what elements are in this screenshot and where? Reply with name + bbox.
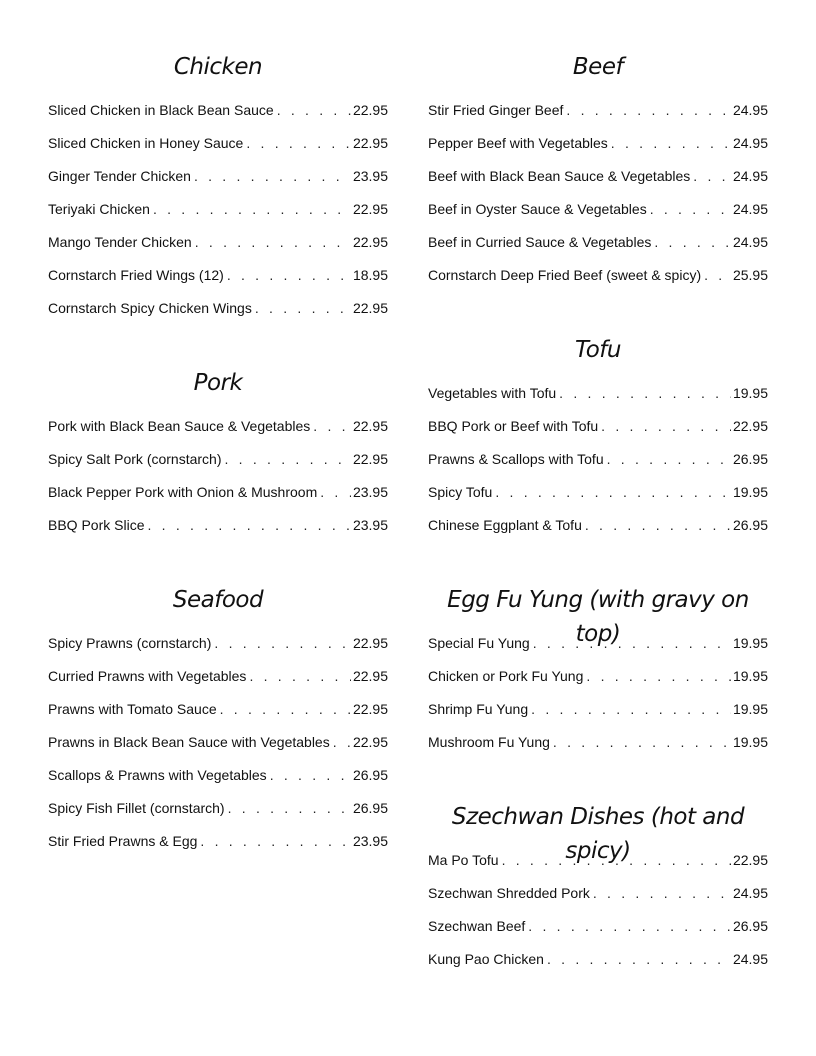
dot-leader bbox=[528, 910, 731, 943]
dot-leader bbox=[611, 127, 731, 160]
menu-item-name: Spicy Tofu bbox=[428, 484, 493, 500]
menu-item-price: 25.95 bbox=[732, 267, 768, 283]
dot-leader bbox=[200, 825, 351, 858]
menu-item-price: 26.95 bbox=[732, 451, 768, 467]
section-title: Chicken bbox=[173, 54, 263, 80]
menu-item bbox=[428, 193, 768, 226]
menu-item bbox=[428, 259, 768, 292]
dot-leader bbox=[693, 160, 731, 193]
menu-item bbox=[48, 193, 388, 226]
menu-item-price: 19.95 bbox=[732, 734, 768, 750]
dot-leader bbox=[547, 943, 731, 976]
menu-item-price: 22.95 bbox=[352, 234, 388, 250]
menu-items bbox=[428, 94, 768, 292]
section-pork bbox=[48, 366, 388, 542]
section-szechwan bbox=[428, 800, 768, 976]
menu-item bbox=[48, 660, 388, 693]
menu-item bbox=[48, 226, 388, 259]
menu-item bbox=[428, 943, 768, 976]
menu-item bbox=[48, 509, 388, 542]
menu-item-name: Cornstarch Fried Wings (12) bbox=[48, 267, 224, 283]
section-title: Pork bbox=[193, 370, 243, 396]
menu-item bbox=[428, 660, 768, 693]
menu-item bbox=[428, 693, 768, 726]
menu-item bbox=[428, 127, 768, 160]
section-title: Beef bbox=[572, 54, 624, 80]
dot-leader bbox=[147, 509, 350, 542]
menu-item-name: Szechwan Shredded Pork bbox=[428, 885, 590, 901]
menu-item-name: Cornstarch Deep Fried Beef (sweet & spicy) bbox=[428, 267, 702, 283]
dot-leader bbox=[601, 410, 731, 443]
menu-item-price: 19.95 bbox=[732, 385, 768, 401]
menu-items bbox=[48, 94, 388, 325]
menu-item-name: Beef in Curried Sauce & Vegetables bbox=[428, 234, 652, 250]
section-title: Seafood bbox=[172, 587, 264, 613]
menu-item-price: 26.95 bbox=[352, 767, 388, 783]
menu-item-name: Stir Fried Prawns & Egg bbox=[48, 833, 198, 849]
dot-leader bbox=[559, 377, 731, 410]
menu-item-price: 19.95 bbox=[732, 484, 768, 500]
menu-item-price: 22.95 bbox=[352, 300, 388, 316]
menu-item bbox=[48, 127, 388, 160]
dot-leader bbox=[313, 410, 351, 443]
dot-leader bbox=[586, 660, 731, 693]
menu-item-name: Ma Po Tofu bbox=[428, 852, 499, 868]
menu-item-price: 19.95 bbox=[732, 701, 768, 717]
menu-item bbox=[428, 410, 768, 443]
menu-item-price: 22.95 bbox=[732, 852, 768, 868]
section-title: Egg Fu Yung (with gravy on top) bbox=[447, 587, 749, 647]
dot-leader bbox=[277, 94, 351, 127]
section-title: Szechwan Dishes (hot and spicy) bbox=[451, 804, 745, 864]
menu-item bbox=[428, 160, 768, 193]
menu-item-name: Prawns in Black Bean Sauce with Vegetables bbox=[48, 734, 330, 750]
menu-item-name: Ginger Tender Chicken bbox=[48, 168, 191, 184]
menu-item-price: 24.95 bbox=[732, 168, 768, 184]
menu-item-name: BBQ Pork or Beef with Tofu bbox=[428, 418, 599, 434]
menu-item-name: Prawns & Scallops with Tofu bbox=[428, 451, 604, 467]
menu-item bbox=[428, 910, 768, 943]
menu-item-name: Kung Pao Chicken bbox=[428, 951, 544, 967]
menu-item-price: 24.95 bbox=[732, 885, 768, 901]
menu-item-price: 18.95 bbox=[352, 267, 388, 283]
menu-item bbox=[428, 726, 768, 759]
menu-item-price: 26.95 bbox=[352, 800, 388, 816]
dot-leader bbox=[593, 877, 731, 910]
dot-leader bbox=[333, 726, 351, 759]
dot-leader bbox=[531, 693, 731, 726]
menu-item-name: Vegetables with Tofu bbox=[428, 385, 557, 401]
dot-leader bbox=[704, 259, 731, 292]
menu-item bbox=[48, 693, 388, 726]
menu-items bbox=[428, 844, 768, 976]
menu-item-name: Beef in Oyster Sauce & Vegetables bbox=[428, 201, 647, 217]
section-chicken bbox=[48, 50, 388, 325]
menu-items bbox=[428, 627, 768, 759]
menu-item bbox=[48, 410, 388, 443]
menu-item-price: 22.95 bbox=[352, 418, 388, 434]
menu-item-price: 22.95 bbox=[352, 451, 388, 467]
menu-item-name: Pork with Black Bean Sauce & Vegetables bbox=[48, 418, 311, 434]
dot-leader bbox=[566, 94, 731, 127]
menu-item-name: Sliced Chicken in Honey Sauce bbox=[48, 135, 244, 151]
menu-item bbox=[48, 792, 388, 825]
dot-leader bbox=[495, 476, 731, 509]
menu-item-name: Mushroom Fu Yung bbox=[428, 734, 550, 750]
section-tofu bbox=[428, 333, 768, 542]
dot-leader bbox=[225, 443, 351, 476]
dot-leader bbox=[255, 292, 351, 325]
menu-item bbox=[428, 509, 768, 542]
menu-item bbox=[48, 476, 388, 509]
menu-item bbox=[48, 259, 388, 292]
menu-item-price: 24.95 bbox=[732, 951, 768, 967]
menu-item-name: Teriyaki Chicken bbox=[48, 201, 150, 217]
menu-item-price: 19.95 bbox=[732, 635, 768, 651]
menu-item-price: 24.95 bbox=[732, 102, 768, 118]
menu-item bbox=[48, 627, 388, 660]
menu-item-name: Spicy Fish Fillet (cornstarch) bbox=[48, 800, 225, 816]
menu-item-price: 26.95 bbox=[732, 918, 768, 934]
menu-item-name: Shrimp Fu Yung bbox=[428, 701, 529, 717]
menu-item-price: 24.95 bbox=[732, 234, 768, 250]
dot-leader bbox=[320, 476, 351, 509]
dot-leader bbox=[270, 759, 351, 792]
section-egg-fu-yung bbox=[428, 583, 768, 759]
menu-item-price: 24.95 bbox=[732, 135, 768, 151]
menu-item-price: 22.95 bbox=[352, 668, 388, 684]
menu-item bbox=[428, 377, 768, 410]
menu-item-name: BBQ Pork Slice bbox=[48, 517, 145, 533]
menu-item-name: Scallops & Prawns with Vegetables bbox=[48, 767, 267, 783]
section-beef bbox=[428, 50, 768, 292]
menu-item-name: Stir Fried Ginger Beef bbox=[428, 102, 564, 118]
menu-item-name: Spicy Salt Pork (cornstarch) bbox=[48, 451, 222, 467]
menu-item-price: 22.95 bbox=[352, 635, 388, 651]
dot-leader bbox=[227, 259, 351, 292]
menu-item-price: 22.95 bbox=[732, 418, 768, 434]
menu-item bbox=[48, 94, 388, 127]
menu-item bbox=[48, 443, 388, 476]
menu-item-price: 22.95 bbox=[352, 102, 388, 118]
menu-item-price: 23.95 bbox=[352, 168, 388, 184]
menu-item-name: Black Pepper Pork with Onion & Mushroom bbox=[48, 484, 318, 500]
menu-item bbox=[428, 476, 768, 509]
menu-item-price: 22.95 bbox=[352, 734, 388, 750]
menu-item bbox=[48, 292, 388, 325]
dot-leader bbox=[650, 193, 731, 226]
menu-item-name: Chinese Eggplant & Tofu bbox=[428, 517, 582, 533]
menu-item-name: Mango Tender Chicken bbox=[48, 234, 192, 250]
dot-leader bbox=[228, 792, 351, 825]
menu-item-price: 22.95 bbox=[352, 201, 388, 217]
dot-leader bbox=[246, 127, 351, 160]
menu-item bbox=[48, 726, 388, 759]
menu-item-name: Curried Prawns with Vegetables bbox=[48, 668, 247, 684]
menu-item-price: 23.95 bbox=[352, 484, 388, 500]
menu-item-name: Prawns with Tomato Sauce bbox=[48, 701, 217, 717]
dot-leader bbox=[249, 660, 351, 693]
menu-item-name: Cornstarch Spicy Chicken Wings bbox=[48, 300, 252, 316]
menu-item-price: 26.95 bbox=[732, 517, 768, 533]
menu-item-name: Special Fu Yung bbox=[428, 635, 530, 651]
menu-item bbox=[428, 443, 768, 476]
menu-item-price: 19.95 bbox=[732, 668, 768, 684]
menu-item-price: 22.95 bbox=[352, 135, 388, 151]
menu-item-name: Beef with Black Bean Sauce & Vegetables bbox=[428, 168, 691, 184]
menu-items bbox=[48, 410, 388, 542]
menu-item-name: Szechwan Beef bbox=[428, 918, 526, 934]
dot-leader bbox=[533, 627, 731, 660]
menu-item-name: Chicken or Pork Fu Yung bbox=[428, 668, 584, 684]
menu-item-name: Pepper Beef with Vegetables bbox=[428, 135, 608, 151]
dot-leader bbox=[654, 226, 731, 259]
menu-item bbox=[428, 94, 768, 127]
menu-items bbox=[428, 377, 768, 542]
menu-item bbox=[428, 226, 768, 259]
dot-leader bbox=[502, 844, 731, 877]
dot-leader bbox=[214, 627, 351, 660]
menu-items bbox=[48, 627, 388, 858]
menu-item bbox=[428, 844, 768, 877]
dot-leader bbox=[553, 726, 731, 759]
dot-leader bbox=[585, 509, 731, 542]
dot-leader bbox=[153, 193, 351, 226]
dot-leader bbox=[194, 160, 351, 193]
menu-item-name: Spicy Prawns (cornstarch) bbox=[48, 635, 212, 651]
menu-item-name: Sliced Chicken in Black Bean Sauce bbox=[48, 102, 274, 118]
section-title: Tofu bbox=[575, 337, 621, 363]
menu-item bbox=[48, 160, 388, 193]
menu-item-price: 23.95 bbox=[352, 517, 388, 533]
menu-item bbox=[428, 627, 768, 660]
menu-item bbox=[48, 825, 388, 858]
dot-leader bbox=[607, 443, 731, 476]
menu-item-price: 24.95 bbox=[732, 201, 768, 217]
menu-item-price: 23.95 bbox=[352, 833, 388, 849]
menu-item bbox=[428, 877, 768, 910]
dot-leader bbox=[195, 226, 351, 259]
menu-item bbox=[48, 759, 388, 792]
section-seafood bbox=[48, 583, 388, 858]
menu-item-price: 22.95 bbox=[352, 701, 388, 717]
dot-leader bbox=[220, 693, 351, 726]
